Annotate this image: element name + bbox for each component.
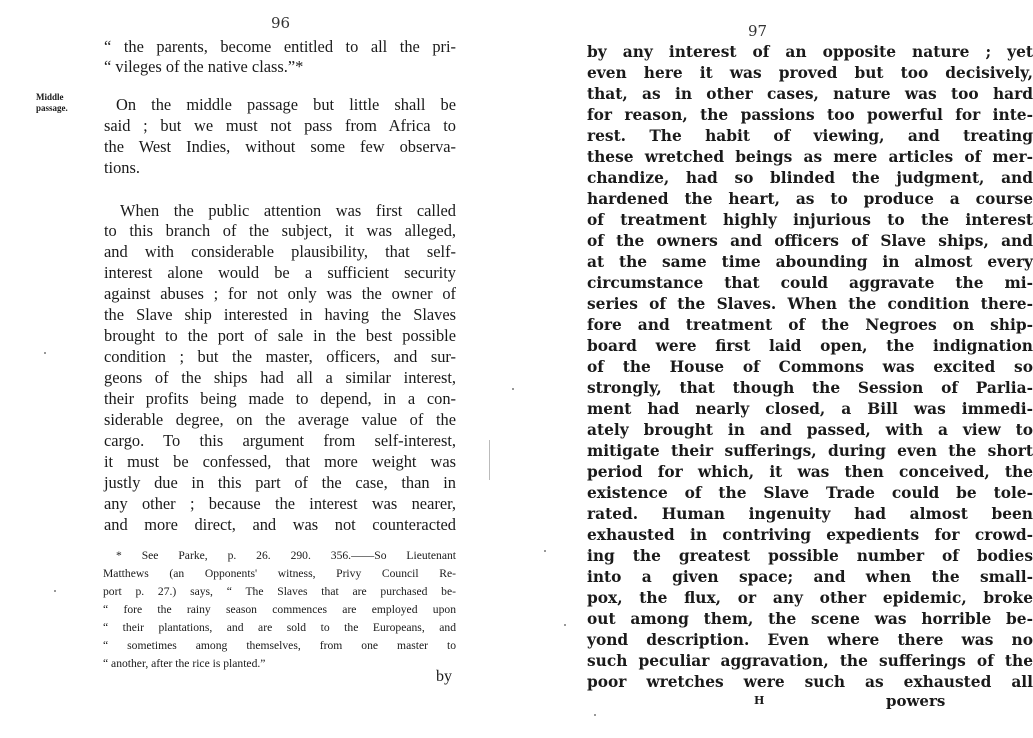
paragraph-line: for reason, the passions too powerful for inte- [587,106,1033,124]
paragraph-line: any other ; because the interest was nearer, [104,494,456,513]
paragraph-line: and more direct, and was not counteracted [104,515,456,534]
paragraph-line: it must be confessed, that more weight was [104,452,456,471]
paragraph-line: out among them, the scene was horrible be- [587,610,1033,628]
paragraph-line: said ; but we must not pass from Africa to [104,116,456,135]
footnote-line: port p. 27.) says, “ The Slaves that are purchased be- [103,585,456,598]
paragraph-line: geons of the ships had all a similar interest, [104,368,456,387]
paper-speck [594,714,596,716]
paragraph-line: poor wretches were such as exhausted all [587,673,1033,691]
footnote-line: “ their plantations, and are sold to the Europeans, and [103,621,456,634]
paragraph-line: the Slave ship interested in having the Slaves [104,305,456,324]
paragraph-line: interest alone would be a sufficient security [104,263,456,282]
paragraph-line: board were first laid open, the indignation [587,337,1033,355]
paragraph-line: these wretched beings as mere articles of mer- [587,148,1033,166]
paragraph-line: even here it was proved but too decisively, [587,64,1033,82]
paragraph-line: yond description. Even where there was no [587,631,1033,649]
footnote-line: “ fore the rainy season commences are employed upon [103,603,456,616]
paragraph-line: hardened the heart, as to produce a course [587,190,1033,208]
paragraph-line: their profits being made to depend, in a con- [104,389,456,408]
paragraph-line: the West Indies, without some few observa- [104,137,456,156]
page-number-left: 96 [271,14,291,32]
paragraph-line: of the House of Commons was excited so [587,358,1033,376]
paragraph-line: to this branch of the subject, it was alleged, [104,221,456,240]
paragraph-line: tions. [104,158,140,177]
quote-line: “ vileges of the native class.”* [104,57,304,76]
paragraph-line: existence of the Slave Trade could be tole- [587,484,1033,502]
paragraph-line: condition ; but the master, officers, and sur- [104,347,456,366]
paragraph-line: into a given space; and when the small- [587,568,1033,586]
paragraph-line: ment had nearly closed, a Bill was immedi- [587,400,1033,418]
footnote-line: “ another, after the rice is planted.” [103,657,266,670]
paragraph-line: fore and treatment of the Negroes on ship- [587,316,1033,334]
paragraph-line: at the same time abounding in almost every [587,253,1033,271]
paragraph-line: justly due in this part of the case, than in [104,473,456,492]
paragraph-line: rest. The habit of viewing, and treating [587,127,1033,145]
paragraph-line: circumstance that could aggravate the mi- [587,274,1033,292]
paragraph-line: series of the Slaves. When the condition there- [587,295,1033,313]
paragraph-line: On the middle passage but little shall be [116,95,456,114]
paper-speck [544,550,546,552]
catchword-right: powers [886,692,946,710]
paragraph-line: such peculiar aggravation, the sufferings of the [587,652,1033,670]
sidenote-label [36,92,68,114]
paper-speck [44,352,46,354]
quote-line: “ the parents, become entitled to all the pri- [104,37,456,56]
footnote-line: Matthews (an Opponents' witness, Privy Council Re- [103,567,456,580]
paragraph-line: When the public attention was first called [120,201,456,220]
right-page [490,0,1033,738]
signature-mark: H [754,694,765,707]
catchword-left: by [436,668,452,685]
page-number-right: 97 [748,22,768,40]
paragraph-line: chandize, had so blinded the judgment, and [587,169,1033,187]
paragraph-line: siderable degree, on the average value of the [104,410,456,429]
paragraph-line: period for which, it was then conceived, the [587,463,1033,481]
paragraph-line: strongly, that though the Session of Parlia- [587,379,1033,397]
paragraph-line: ing the greatest possible number of bodies [587,547,1033,565]
paragraph-line: exhausted in contriving expedients for crowd- [587,526,1033,544]
paragraph-line: by any interest of an opposite nature ; yet [587,43,1033,61]
paragraph-line: of the owners and officers of Slave ships, and [587,232,1033,250]
paragraph-line: mitigate their sufferings, during even the short [587,442,1033,460]
paragraph-line: against abuses ; for not only was the owner of [104,284,456,303]
paragraph-line: that, as in other cases, nature was too hard [587,85,1033,103]
footnote-line: * See Parke, p. 26. 290. 356.——So Lieutenant [116,549,456,562]
left-page [0,0,490,738]
sidenote-line: Middle [36,92,64,102]
paragraph-line: brought to the port of sale in the best possible [104,326,456,345]
footnote-line: “ sometimes among themselves, from one master to [103,639,456,652]
paragraph-line: pox, the flux, or any other epidemic, broke [587,589,1033,607]
paragraph-line: rated. Human ingenuity had almost been [587,505,1033,523]
paragraph-line: and with considerable plausibility, that self- [104,242,456,261]
paper-speck [564,624,566,626]
paragraph-line: cargo. To this argument from self-interest, [104,431,456,450]
paper-speck [54,590,56,592]
paragraph-line: ately brought in and passed, with a view to [587,421,1033,439]
paragraph-line: of treatment highly injurious to the interest [587,211,1033,229]
sidenote-line: passage. [36,103,68,113]
